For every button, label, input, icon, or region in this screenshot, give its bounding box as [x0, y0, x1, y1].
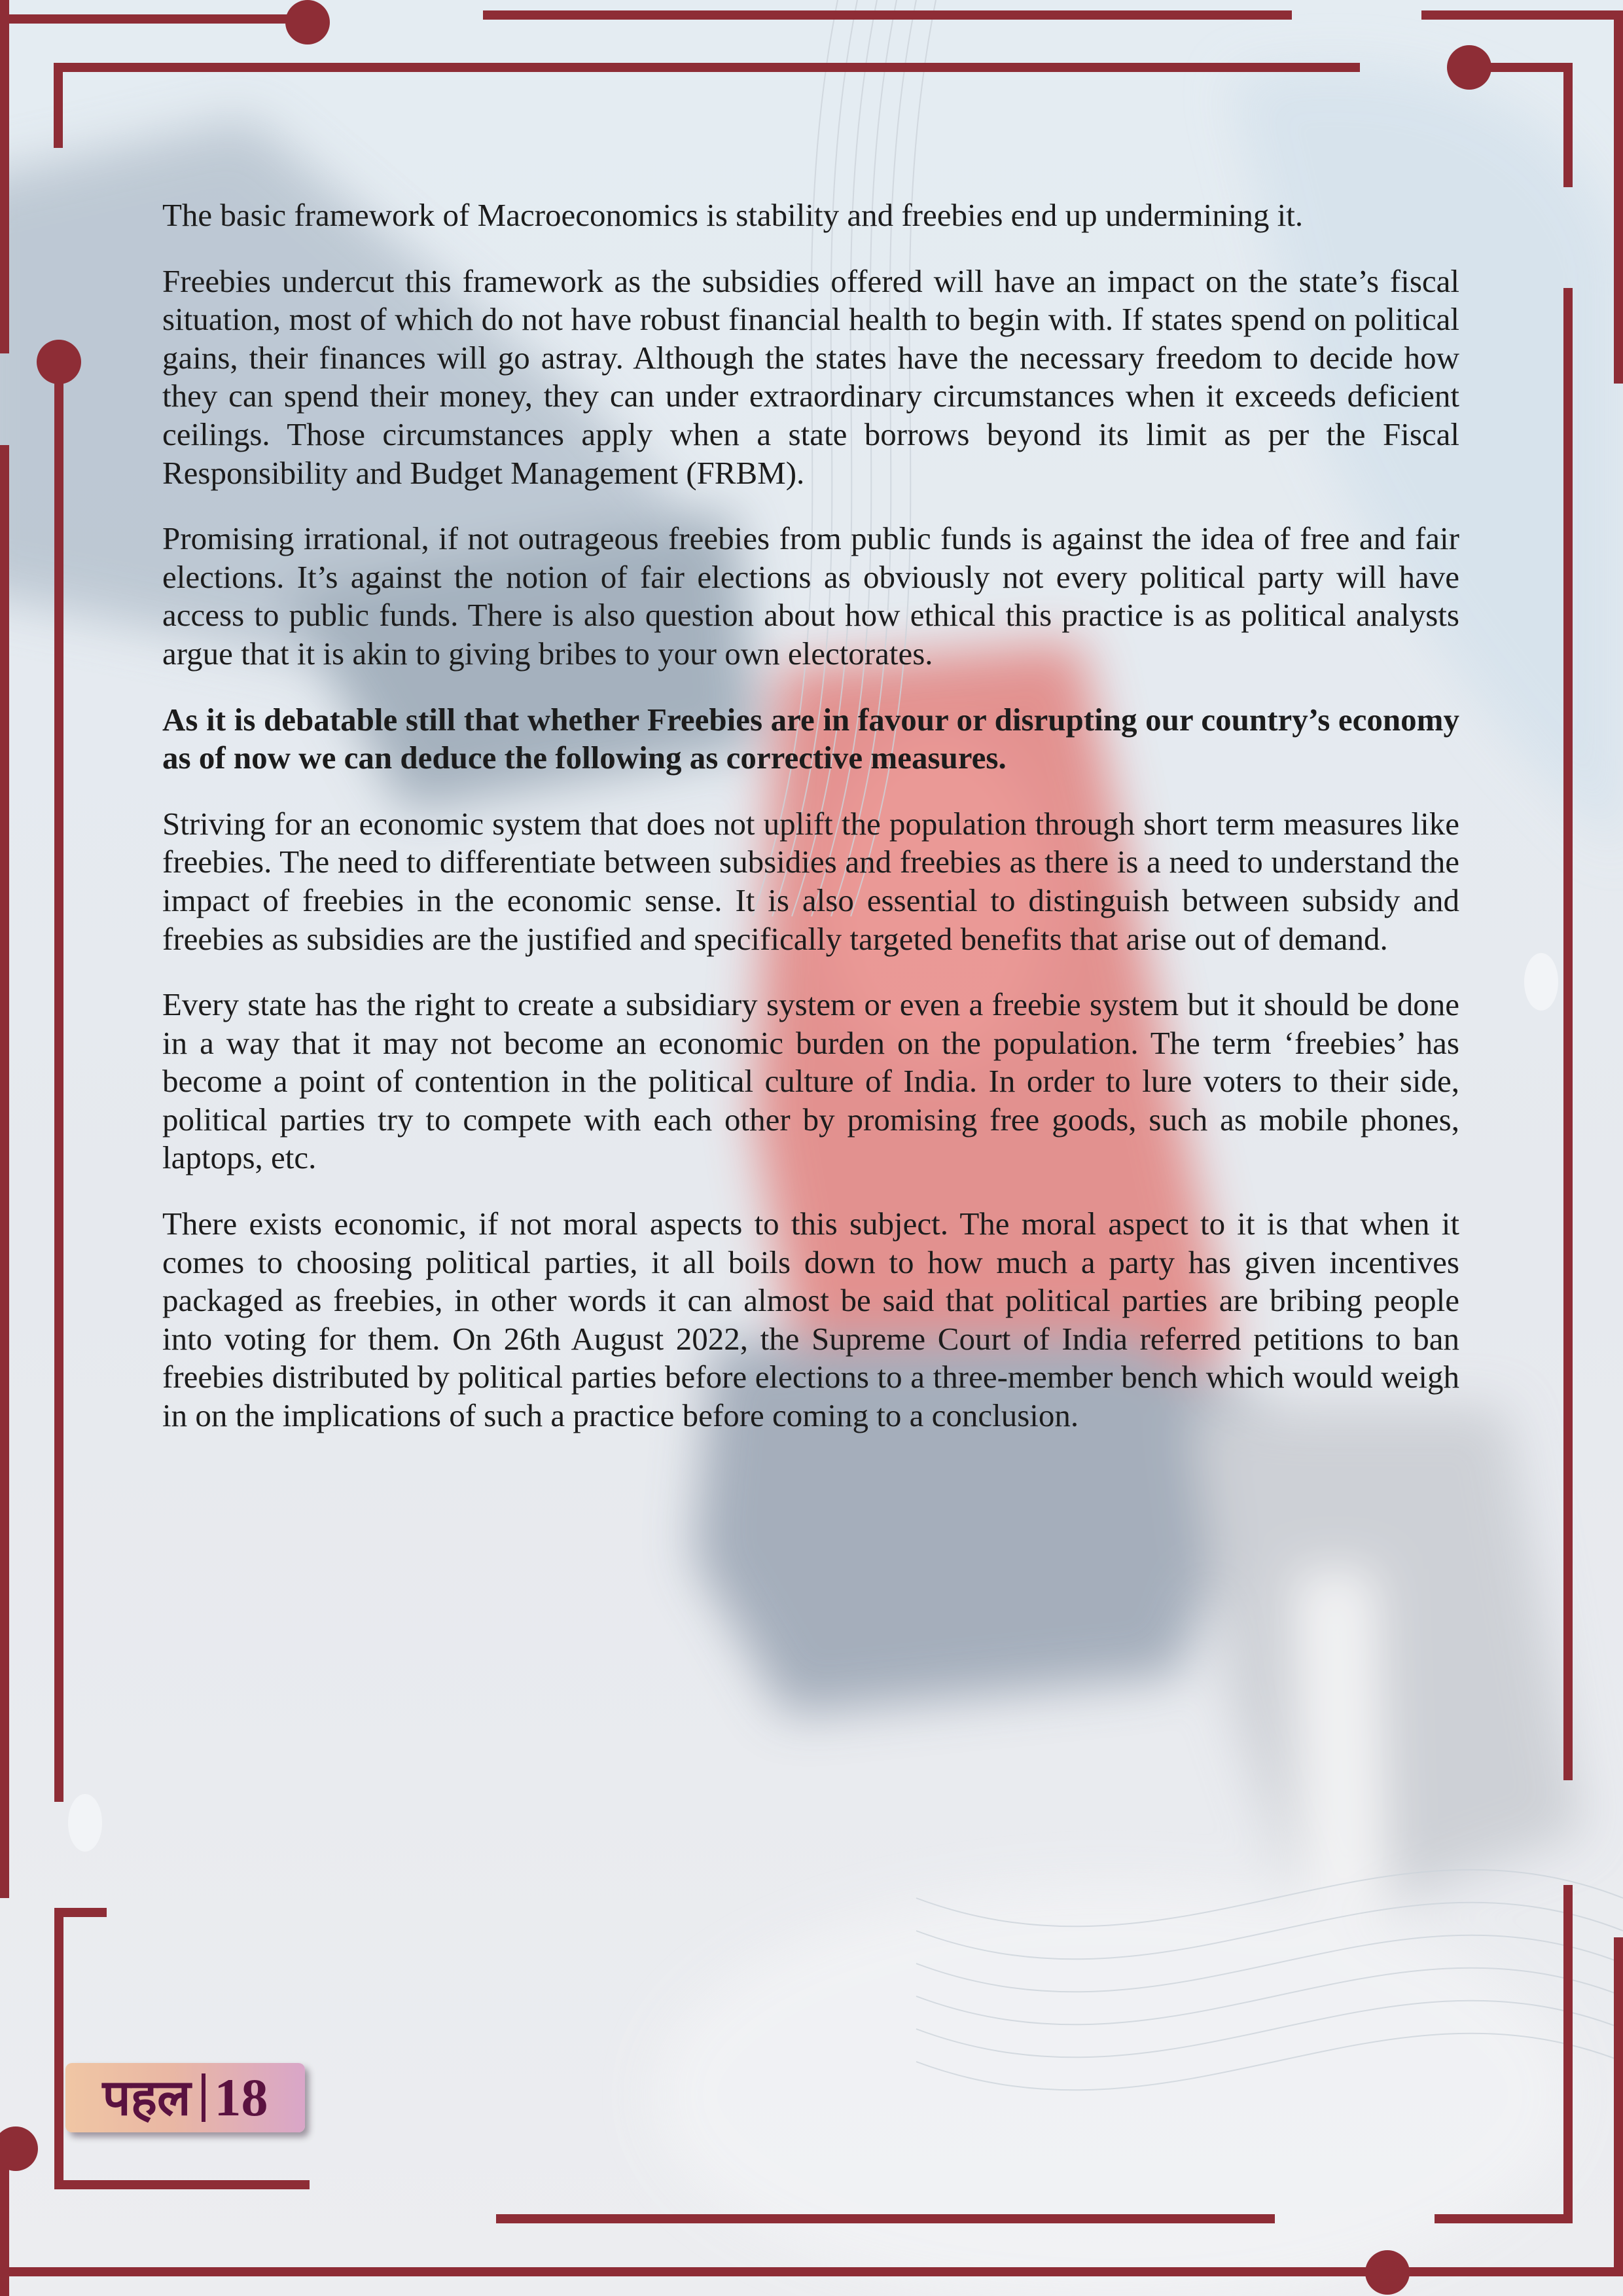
paragraph-6: Every state has the right to create a subsidiary system or even a freebie system but it should be done in a way that it may not become an economic burden on the population. The term ‘freebies’ has become a point of contention in the political culture of India. In order to lure voters to their side, political parties try to compete with each other by promising free goods, such as mobile phones, laptops, etc. [162, 986, 1459, 1176]
bold-paragraph: As it is debatable still that whether Freebies are in favour or disrupting our country’s economy as of now we can deduce the following as corrective measures. [162, 701, 1459, 776]
paragraph-1: The basic framework of Macroeconomics is stability and freebies end up undermining it. [162, 197, 1304, 233]
magazine-name: पहल [102, 2068, 191, 2126]
paragraph-3: Promising irrational, if not outrageous freebies from public funds is against the idea of free and fair elections. It’s against the notion of fair elections as obviously not every political party will have access to public funds. There is also question about how ethical this practice is as political analysts argue that it is akin to giving bribes to your own electorates. [162, 520, 1459, 672]
badge-divider [202, 2073, 205, 2122]
page-number-badge [65, 2063, 305, 2132]
page-number: 18 [214, 2068, 268, 2127]
article-body [162, 196, 1459, 1463]
paragraph-7: There exists economic, if not moral aspects to this subject. The moral aspect to it is that when it comes to choosing political parties, it all boils down to how much a party has given incentives packaged as freebies, in other words it can almost be said that political parties are bribing people into voting for them. On 26th August 2022, the Supreme Court of India referred petitions to ban freebies distributed by political parties before elections to a three-member bench which would weigh in on the implications of such a practice before coming to a conclusion. [162, 1206, 1459, 1434]
paragraph-5: Striving for an economic system that does not uplift the population through short term measures like freebies. The need to differentiate between subsidies and freebies as there is a need to understand the impact of freebies in the economic sense. It is also essential to distinguish between subsidy and freebies as subsidies are the justified and specifically targeted benefits that arise out of demand. [162, 805, 1459, 957]
paragraph-2: Freebies undercut this framework as the subsidies offered will have an impact on the state’s fiscal situation, most of which do not have robust financial health to begin with. If states spend on political gains, their finances will go astray. Although the states have the necessary freedom to decide how they can spend their money, they can under extraordinary circumstances when it exceeds deficient ceilings. Those circumstances apply when a state borrows beyond its limit as per the Fiscal Responsibility and Budget Management (FRBM). [162, 262, 1459, 491]
